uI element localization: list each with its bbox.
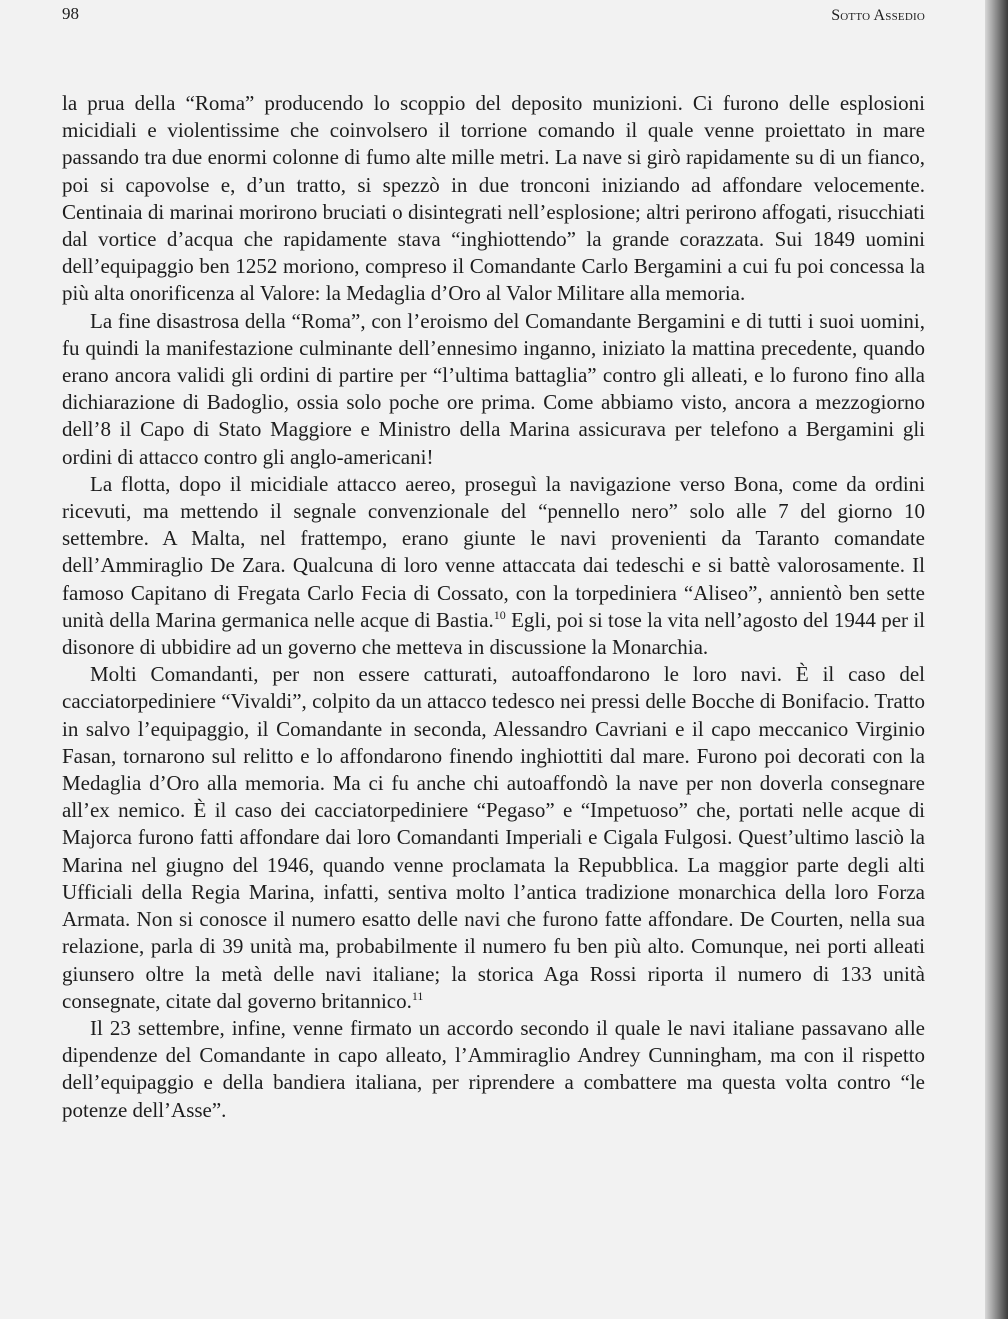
paragraph-text: Il 23 settembre, infine, venne firmato un accordo secondo il quale le navi italiane passavano alle dipendenze del Comandante in capo alleato, l’Ammiraglio Andrey Cunningham, ma con il rispetto dell’equipaggio e della bandiera italiana, per riprendere a combattere ma questa volta contro “le potenze dell’Asse”. xyxy=(62,1015,925,1122)
paragraph-1 xyxy=(62,90,925,308)
body-text xyxy=(62,90,925,1124)
paragraph-text: La flotta, dopo il micidiale attacco aereo, proseguì la navigazione verso Bona, come da ordini ricevuti, ma mettendo il segnale convenzionale del “pennello nero” solo alle 7 del giorno 10 settembre. A Malta, nel frattempo, erano giunte le navi provenienti da Taranto comandate dell’Ammiraglio De Zara. Qualcuna di loro venne attaccata dai tedeschi e si battè valorosamente. Il famoso Capitano di Fregata Carlo Fecia di Cossato, con la torpediniera “Aliseo”, annientò ben sette unità della Marina germanica nelle acque di Bastia. xyxy=(62,471,925,632)
footnote-marker: 11 xyxy=(411,988,424,1003)
paragraph-2 xyxy=(62,308,925,471)
paragraph-text-continued: Egli, poi si tose la vita nell’agosto del 1944 per il disonore di ubbidire ad un governo che metteva in discussione la Monarchia. xyxy=(62,607,925,660)
running-head: Sotto Assedio xyxy=(831,7,925,24)
page-number: 98 xyxy=(62,4,79,23)
paragraph-text: La fine disastrosa della “Roma”, con l’eroismo del Comandante Bergamini e di tutti i suoi uomini, fu quindi la manifestazione culminante dell’ennesimo inganno, iniziato la mattina precedente, quando erano ancora validi gli ordini di partire per “l’ultima battaglia” contro gli alleati, e lo furono fino alla dichiarazione di Badoglio, ossia solo poche ore prima. Come abbiamo visto, ancora a mezzogiorno dell’8 il Capo di Stato Maggiore e Ministro della Marina assicurava per telefono a Bergamini gli ordini di attacco contro gli anglo-americani! xyxy=(62,308,925,469)
paragraph-5 xyxy=(62,1015,925,1124)
paragraph-text: la prua della “Roma” producendo lo scoppio del deposito munizioni. Ci furono delle esplosioni micidiali e violentissime che coinvolsero il torrione comando il quale venne proiettato in mare passando tra due enormi colonne di fumo alte mille metri. La nave si girò rapidamente su di un fianco, poi si capovolse e, d’un tratto, si spezzò in due tronconi iniziando ad affondare velocemente. Centinaia di marinai morirono bruciati o disintegrati nell’esplosione; altri perirono affogati, risucchiati dal vortice d’acqua che rapidamente stava “inghiottendo” la grande corazzata. Sui 1849 uomini dell’equipaggio ben 1252 moriono, compreso il Comandante Carlo Bergamini a cui fu poi concessa la più alta onorificenza al Valore: la Medaglia d’Oro al Valor Militare alla memoria. xyxy=(62,91,925,306)
page-edge-shadow xyxy=(985,0,1008,1319)
paragraph-3 xyxy=(62,471,925,661)
paragraph-text: Molti Comandanti, per non essere catturati, autoaffondarono le loro navi. È il caso del cacciatorpediniere “Vivaldi”, colpito da un attacco tedesco nei pressi delle Bocche di Bonifacio. Tratto in salvo l’equipaggio, il Comandante in seconda, Alessandro Cavriani e il capo meccanico Virginio Fasan, tornarono sul relitto e lo affondarono finendo inghiottiti dal mare. Furono poi decorati con la Medaglia d’Oro alla memoria. Ma ci fu anche chi autoaffondò la nave per non doverla consegnare all’ex nemico. È il caso dei cacciatorpediniere “Pegaso” e “Impetuoso” che, portati nelle acque di Majorca furono fatti affondare dai loro Comandanti Imperiali e Cigala Fulgosi. Quest’ultimo lasciò la Marina nel giugno del 1946, quando venne proclamata la Repubblica. La maggior parte degli alti Ufficiali della Regia Marina, infatti, sentiva molto l’antica tradizione monarchica della loro Forza Armata. Non si conosce il numero esatto delle navi che furono fatte affondare. De Courten, nella sua relazione, parla di 39 unità ma, probabilmente il numero fu ben più alto. Comunque, nei porti alleati giunsero oltre la metà delle navi italiane; la storica Aga Rossi riporta il numero di 133 unità consegnate, citate dal governo britannico. xyxy=(62,662,925,1013)
paragraph-4 xyxy=(62,661,925,1015)
footnote-marker: 10 xyxy=(493,607,506,622)
page-header xyxy=(62,4,925,28)
